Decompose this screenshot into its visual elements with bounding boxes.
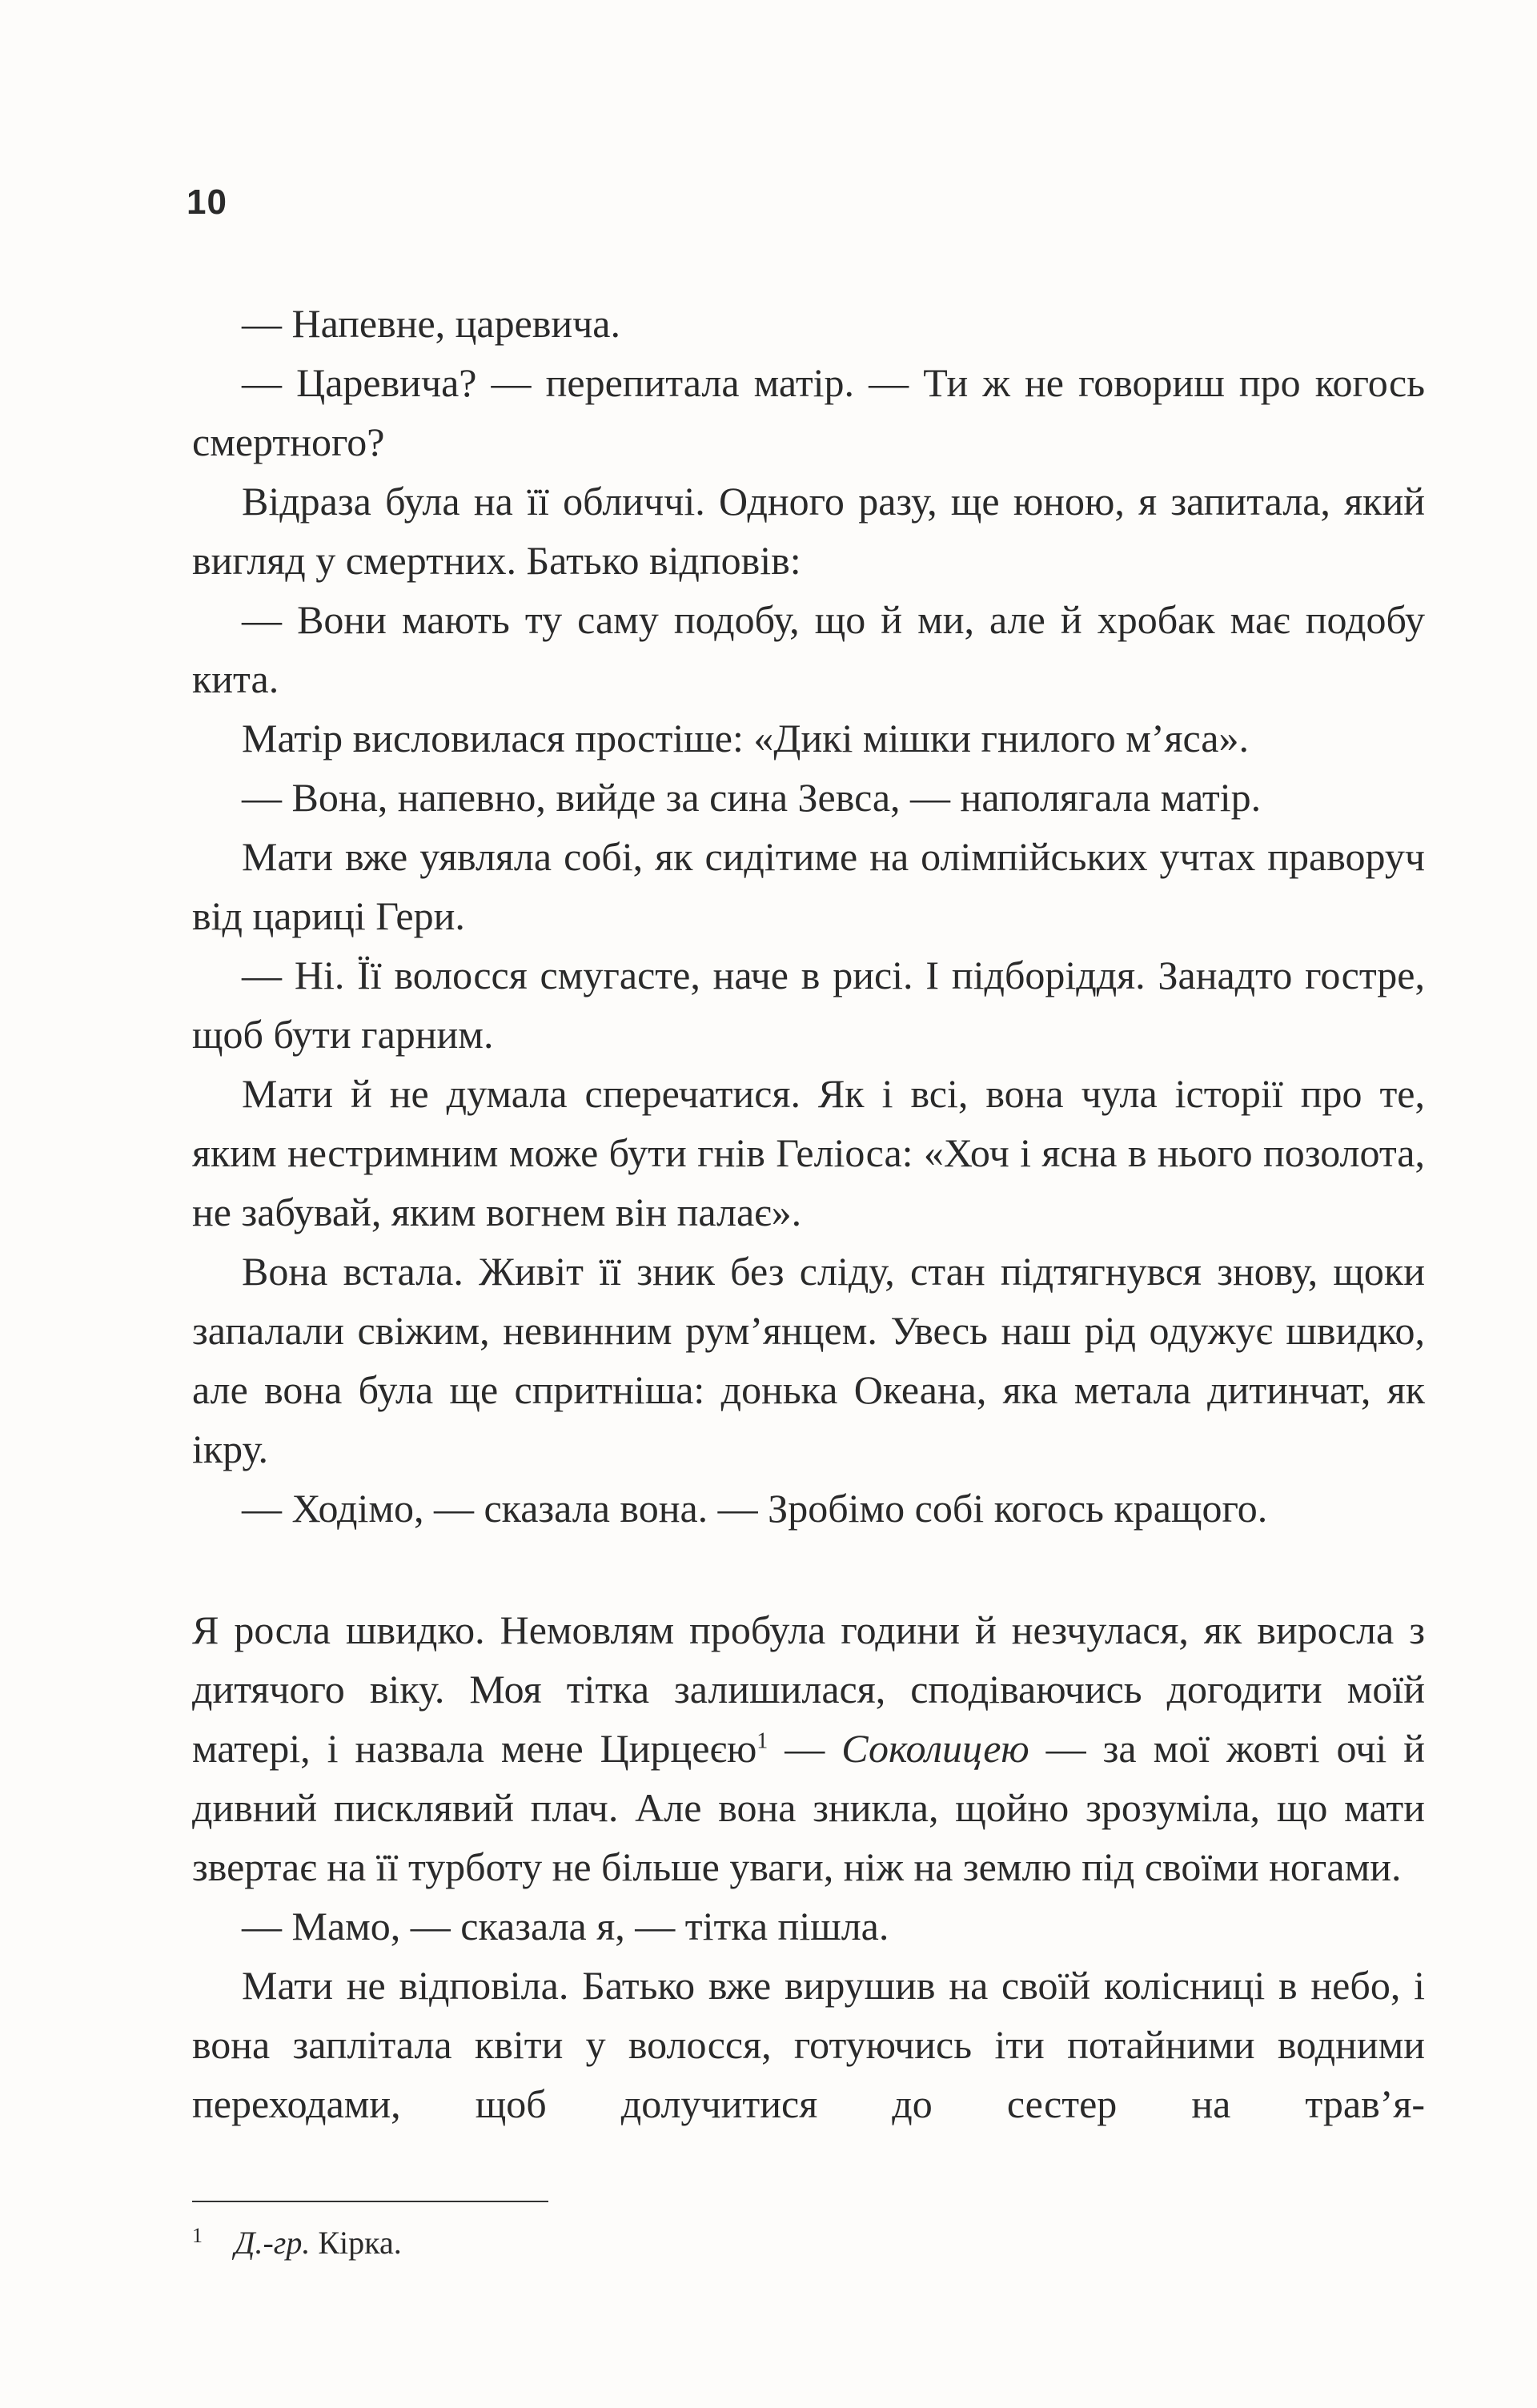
paragraph-text: — за мої жовті очі й дивний писклявий плач. Але вона зникла, щойно зрозуміла, що мати звертає на її турботу не більше уваги, ніж на землю під своїми ногами. — [192, 1726, 1425, 1889]
italic-word: Соколицею — [841, 1726, 1029, 1771]
paragraph: Мати вже уявляла собі, як сидітиме на олімпійських учтах праворуч від цариці Гери. — [192, 834, 1425, 938]
paragraph: Мати не відповіла. Батько вже вирушив на своїй колісниці в небо, і вона заплітала квіти у волосся, готуючись іти потайними водними переходами, щоб долучитися до сестер на трав’я- — [192, 1963, 1425, 2126]
paragraph: Мати й не думала сперечатися. Як і всі, вона чула історії про те, яким нестримним може бути гнів Геліоса: «Хоч і ясна в нього позолота, не забувай, яким вогнем він палає». — [192, 1071, 1425, 1234]
paragraph: — Ні. Її волосся смугасте, наче в рисі. І підборіддя. Занадто гостре, щоб бути гарним. — [192, 953, 1425, 1057]
footnote-divider — [192, 2201, 548, 2202]
paragraph-text: Я росла швидко. Немовлям пробула години й незчулася, як виросла з дитячого віку. Моя тітка залишилася, сподіваючись догодити моїй матері, і назвала мене Цирцеєю — [192, 1607, 1425, 1771]
paragraph: — Ходімо, — сказала вона. — Зробімо собі когось кращого. — [242, 1486, 1268, 1531]
footnote-abbreviation: Д.-гр. — [235, 2225, 311, 2261]
footnote — [192, 2221, 402, 2266]
footnote-number: 1 — [192, 2223, 203, 2247]
paragraph: — Вона, напевно, вийде за сина Зевса, — наполягала матір. — [242, 775, 1262, 820]
paragraph: Відраза була на її обличчі. Одного разу, ще юною, я запитала, який вигляд у смертних. Батько відповів: — [192, 479, 1425, 583]
paragraph: Вона встала. Живіт її зник без сліду, стан підтягнувся знову, щоки запалали свіжим, невинним рум’янцем. Увесь наш рід одужує швидко, але вона була ще спритніша: донька Океана, яка метала дитинчат, як ікру. — [192, 1249, 1425, 1471]
paragraph: — Мамо, — сказала я, — тітка пішла. — [242, 1904, 889, 1948]
page-number: 10 — [187, 183, 227, 222]
paragraph: — Вони мають ту саму подобу, що й ми, але й хробак має подобу кита. — [192, 597, 1425, 701]
paragraph — [192, 1600, 1425, 1896]
main-text — [192, 294, 1425, 2133]
dash: — — [768, 1726, 842, 1771]
paragraph: — Напевне, царевича. — [242, 301, 620, 346]
footnote-reference: 1 — [756, 1728, 768, 1754]
section-break — [192, 1538, 1425, 1600]
footnote-text: Кірка. — [310, 2225, 402, 2261]
paragraph: Матір висловилася простіше: «Дикі мішки гнилого м’яса». — [242, 716, 1249, 761]
paragraph: — Царевича? — перепитала матір. — Ти ж не говориш про когось смертного? — [192, 360, 1425, 464]
